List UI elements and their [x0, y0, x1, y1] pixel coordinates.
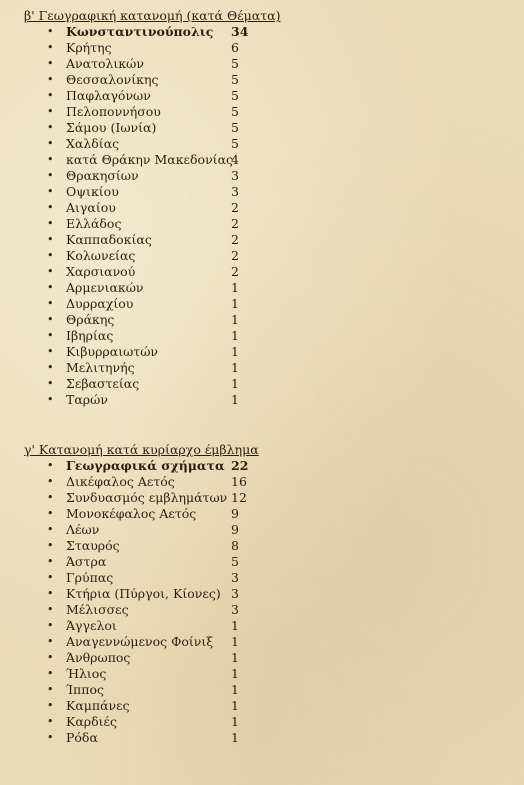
item-count: 3	[231, 602, 239, 617]
list-item	[0, 618, 524, 634]
list-item	[0, 296, 524, 312]
bullet-icon: •	[47, 539, 54, 552]
item-name: Σταυρός	[66, 538, 120, 553]
bullet-icon: •	[47, 89, 54, 102]
bullet-icon: •	[47, 121, 54, 134]
item-name: Χαρσιανού	[66, 264, 136, 279]
list-item	[0, 490, 524, 506]
bullet-icon: •	[47, 233, 54, 246]
list-item	[0, 650, 524, 666]
list-item	[0, 56, 524, 72]
item-count: 5	[231, 136, 239, 151]
item-count: 8	[231, 538, 239, 553]
bullet-icon: •	[47, 265, 54, 278]
list-item	[0, 538, 524, 554]
item-count: 12	[231, 490, 247, 505]
item-count: 1	[231, 328, 239, 343]
list-item	[0, 698, 524, 714]
item-count: 5	[231, 88, 239, 103]
bullet-icon: •	[47, 459, 54, 472]
item-count: 3	[231, 168, 239, 183]
item-name: Αρμενιακών	[66, 280, 144, 295]
item-name: Ήλιος	[66, 666, 107, 681]
list-item	[0, 344, 524, 360]
item-name: Κολωνείας	[66, 248, 136, 263]
item-count: 22	[231, 458, 249, 473]
bullet-icon: •	[47, 201, 54, 214]
bullet-icon: •	[47, 73, 54, 86]
bullet-icon: •	[47, 137, 54, 150]
bullet-icon: •	[47, 217, 54, 230]
list-item	[0, 586, 524, 602]
item-name: Χαλδίας	[66, 136, 120, 151]
emblem-distribution-section	[0, 442, 524, 746]
bullet-icon: •	[47, 313, 54, 326]
list-item	[0, 634, 524, 650]
bullet-icon: •	[47, 393, 54, 406]
list-item	[0, 136, 524, 152]
bullet-icon: •	[47, 345, 54, 358]
list-item	[0, 714, 524, 730]
item-count: 3	[231, 586, 239, 601]
list-item	[0, 666, 524, 682]
item-name: Ιβηρίας	[66, 328, 114, 343]
geographic-distribution-section	[0, 8, 524, 408]
item-count: 5	[231, 56, 239, 71]
item-name: Θράκης	[66, 312, 115, 327]
bullet-icon: •	[47, 25, 54, 38]
item-name: Θεσσαλονίκης	[66, 72, 159, 87]
list-item	[0, 280, 524, 296]
list-item	[0, 104, 524, 120]
bullet-icon: •	[47, 41, 54, 54]
item-name: Άνθρωπος	[66, 650, 131, 665]
bullet-icon: •	[47, 715, 54, 728]
bullet-icon: •	[47, 603, 54, 616]
item-count: 5	[231, 554, 239, 569]
item-name: Καρδιές	[66, 714, 118, 729]
list-item	[0, 570, 524, 586]
bullet-icon: •	[47, 555, 54, 568]
list-item	[0, 554, 524, 570]
list-item	[0, 360, 524, 376]
bullet-icon: •	[47, 491, 54, 504]
bullet-icon: •	[47, 731, 54, 744]
list-item	[0, 120, 524, 136]
item-name: Κτήρια (Πύργοι, Κίονες)	[66, 586, 221, 601]
item-name: Ρόδα	[66, 730, 98, 745]
item-count: 2	[231, 200, 239, 215]
item-count: 2	[231, 232, 239, 247]
bullet-icon: •	[47, 57, 54, 70]
item-name: Ανατολικών	[66, 56, 144, 71]
list-item	[0, 312, 524, 328]
list-item	[0, 392, 524, 408]
bullet-icon: •	[47, 523, 54, 536]
list-item	[0, 376, 524, 392]
bullet-icon: •	[47, 507, 54, 520]
bullet-icon: •	[47, 105, 54, 118]
item-name: Καμπάνες	[66, 698, 130, 713]
item-count: 1	[231, 312, 239, 327]
item-count: 2	[231, 216, 239, 231]
emblem-distribution-list	[0, 458, 524, 746]
item-name: Άγγελοι	[66, 618, 117, 633]
item-name: Κιβυρραιωτών	[66, 344, 159, 359]
bullet-icon: •	[47, 699, 54, 712]
bullet-icon: •	[47, 475, 54, 488]
item-count: 4	[231, 152, 239, 167]
bullet-icon: •	[47, 329, 54, 342]
item-count: 1	[231, 714, 239, 729]
item-name: Μονοκέφαλος Αετός	[66, 506, 197, 521]
item-name: Γεωγραφικά σχήματα	[66, 458, 225, 473]
list-item	[0, 88, 524, 104]
item-count: 1	[231, 730, 239, 745]
item-name: Μέλισσες	[66, 602, 129, 617]
list-item	[0, 474, 524, 490]
list-item	[0, 264, 524, 280]
list-item	[0, 522, 524, 538]
bullet-icon: •	[47, 153, 54, 166]
list-item	[0, 216, 524, 232]
list-item	[0, 682, 524, 698]
item-count: 6	[231, 40, 239, 55]
list-item	[0, 184, 524, 200]
item-name: Σεβαστείας	[66, 376, 140, 391]
item-name: Ταρών	[66, 392, 108, 407]
item-count: 1	[231, 618, 239, 633]
item-name: Ελλάδος	[66, 216, 122, 231]
bullet-icon: •	[47, 297, 54, 310]
item-name: Παφλαγόνων	[66, 88, 151, 103]
item-name: Καππαδοκίας	[66, 232, 152, 247]
item-name: Δυρραχίου	[66, 296, 134, 311]
item-name: Σάμου (Ιωνία)	[66, 120, 157, 135]
bullet-icon: •	[47, 587, 54, 600]
geographic-distribution-list	[0, 24, 524, 408]
bullet-icon: •	[47, 683, 54, 696]
bullet-icon: •	[47, 635, 54, 648]
bullet-icon: •	[47, 185, 54, 198]
list-item	[0, 200, 524, 216]
item-name: Αναγεννώμενος Φοίνιξ	[66, 634, 214, 649]
list-item	[0, 72, 524, 88]
item-count: 2	[231, 248, 239, 263]
item-count: 2	[231, 264, 239, 279]
item-count: 9	[231, 506, 239, 521]
list-item	[0, 248, 524, 264]
item-name: Ίππος	[66, 682, 104, 697]
item-count: 5	[231, 104, 239, 119]
item-count: 1	[231, 376, 239, 391]
list-item	[0, 24, 524, 40]
bullet-icon: •	[47, 249, 54, 262]
item-count: 1	[231, 360, 239, 375]
item-name: Οψικίου	[66, 184, 119, 199]
item-count: 5	[231, 120, 239, 135]
item-name: Κρήτης	[66, 40, 112, 55]
item-count: 3	[231, 184, 239, 199]
list-item	[0, 152, 524, 168]
bullet-icon: •	[47, 377, 54, 390]
list-item	[0, 328, 524, 344]
item-count: 1	[231, 650, 239, 665]
item-count: 1	[231, 280, 239, 295]
item-count: 1	[231, 698, 239, 713]
list-item	[0, 730, 524, 746]
item-name: Άστρα	[66, 554, 107, 569]
bullet-icon: •	[47, 281, 54, 294]
item-count: 1	[231, 666, 239, 681]
list-item	[0, 168, 524, 184]
list-item	[0, 40, 524, 56]
list-item	[0, 506, 524, 522]
bullet-icon: •	[47, 667, 54, 680]
bullet-icon: •	[47, 361, 54, 374]
item-count: 34	[231, 24, 249, 39]
item-count: 5	[231, 72, 239, 87]
emblem-distribution-heading: γ' Κατανομή κατά κυρίαρχο έμβλημα	[24, 442, 259, 457]
item-name: Πελοποννήσου	[66, 104, 161, 119]
list-item	[0, 232, 524, 248]
item-name: Συνδυασμός εμβλημάτων	[66, 490, 228, 505]
geographic-distribution-heading: β' Γεωγραφική κατανομή (κατά Θέματα)	[24, 8, 281, 23]
item-count: 1	[231, 392, 239, 407]
item-name: Κωνσταντινούπολις	[66, 24, 214, 39]
item-count: 16	[231, 474, 247, 489]
item-name: Αιγαίου	[66, 200, 116, 215]
item-name: Λέων	[66, 522, 100, 537]
bullet-icon: •	[47, 169, 54, 182]
item-count: 1	[231, 634, 239, 649]
item-name: Μελιτηνής	[66, 360, 135, 375]
item-count: 3	[231, 570, 239, 585]
item-name: Δικέφαλος Αετός	[66, 474, 175, 489]
bullet-icon: •	[47, 571, 54, 584]
list-item	[0, 602, 524, 618]
item-count: 9	[231, 522, 239, 537]
bullet-icon: •	[47, 619, 54, 632]
item-count: 1	[231, 296, 239, 311]
item-count: 1	[231, 344, 239, 359]
item-name: Θρακησίων	[66, 168, 139, 183]
list-item	[0, 458, 524, 474]
item-count: 1	[231, 682, 239, 697]
bullet-icon: •	[47, 651, 54, 664]
item-name: κατά Θράκην Μακεδονίας	[66, 152, 234, 167]
item-name: Γρύπας	[66, 570, 114, 585]
